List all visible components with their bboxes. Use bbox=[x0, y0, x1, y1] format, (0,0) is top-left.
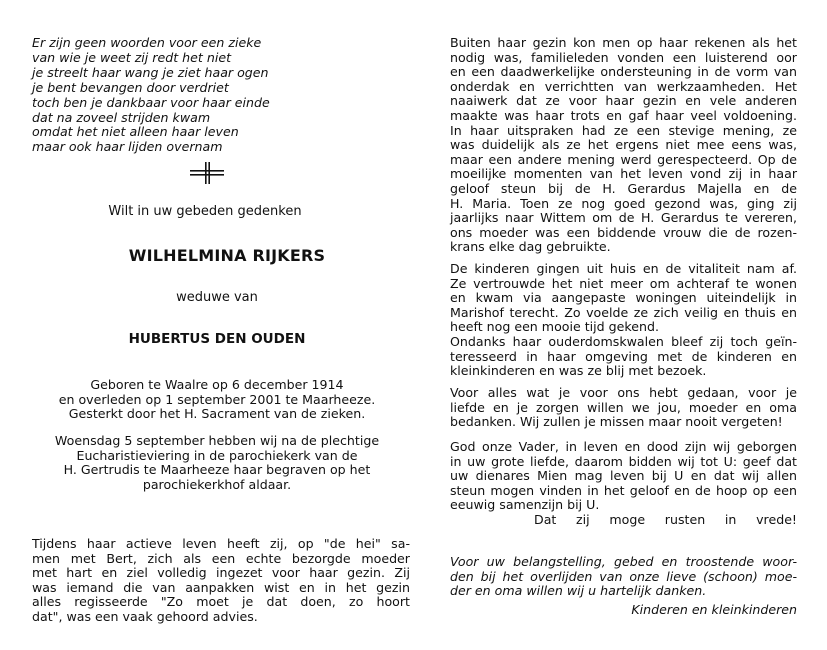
text-line: alles regisseerde "Zo moet je dat doen, zo hoort bbox=[32, 594, 410, 610]
poem-line: dat na zoveel strijden kwam bbox=[32, 109, 211, 125]
text-line: maar een andere mening werd gerespecteerd. Op de bbox=[450, 151, 797, 167]
text-line: was iemand die van aanpakken wist en in het gezin bbox=[32, 579, 410, 595]
text-line: teresseerd in haar omgeving met de kinderen en bbox=[450, 348, 797, 364]
info-line: Woensdag 5 september hebben wij na de plechtige bbox=[54, 433, 380, 448]
thanks-paragraph bbox=[450, 555, 797, 599]
text-line: den bij het overlijden van onze lieve (schoon) moe- bbox=[450, 568, 797, 584]
remembrance-line: Wilt in uw gebeden gedenken bbox=[108, 204, 302, 219]
text-line: der en oma willen wij u hartelijk danken. bbox=[450, 583, 707, 599]
text-line: maakte was haar trots en gaf haar veel voldoening. bbox=[450, 107, 797, 123]
text-line: en een daadwerkelijke ondersteuning in de vorm van bbox=[450, 64, 797, 80]
poem-line: toch ben je dankbaar voor haar einde bbox=[32, 94, 270, 110]
info-line: H. Gertrudis te Maarheeze haar begraven op het bbox=[63, 462, 371, 478]
poem-line: omdat het niet alleen haar leven bbox=[32, 124, 239, 140]
poem-line: je streelt haar wang je ziet haar ogen bbox=[32, 64, 269, 80]
text-line: uw dienares Mien mag leven bij U en dat wij allen bbox=[450, 468, 797, 484]
text-line: moeilijke momenten van het leven vond zij in haar bbox=[450, 166, 797, 182]
text-line: Voor uw belangstelling, gebed en troostende woor- bbox=[450, 554, 797, 569]
text-line: naaiwerk dat ze voor haar gezin en vele anderen bbox=[450, 93, 797, 109]
info-line: Eucharistieviering in de parochiekerk van de bbox=[76, 447, 358, 463]
text-line: Ze vertrouwde het niet meer om achteraf te wonen bbox=[450, 275, 797, 291]
husband-name: HUBERTUS DEN OUDEN bbox=[128, 331, 306, 347]
poem-line: maar ook haar lijden overnam bbox=[32, 139, 223, 155]
text-line: was duidelijk als ze het ergens niet mee eens was, bbox=[450, 137, 797, 153]
text-line: in uw grote liefde, daarom bidden wij tot U: geef dat bbox=[450, 453, 797, 469]
info-line: en overleden op 1 september 2001 te Maarheeze. bbox=[58, 391, 376, 407]
text-line: onderdak en verrichtten van werkzaamheden. Het bbox=[450, 78, 797, 94]
text-line: eeuwig samenzijn bij U. bbox=[450, 497, 600, 513]
funeral-info bbox=[32, 434, 402, 492]
text-line: bedanken. Wij zullen je missen maar nooit vergeten! bbox=[450, 414, 783, 430]
text-line: liefde en je zorgen willen we jou, moeder en oma bbox=[450, 399, 797, 415]
text-line: geloof steun bij de H. Gerardus Majella en de bbox=[450, 180, 797, 196]
text-line: Buiten haar gezin kon men op haar rekenen als het bbox=[450, 35, 797, 50]
text-line: In haar uitspraken had ze een stevige mening, ze bbox=[450, 122, 797, 138]
widow-of-label: weduwe van bbox=[176, 290, 258, 305]
text-line: Voor alles wat je voor ons hebt gedaan, voor je bbox=[450, 385, 797, 400]
text-line: steun mogen vinden in het geloof en de hoop op een bbox=[450, 482, 797, 498]
gratitude-paragraph bbox=[450, 386, 797, 430]
rest-in-peace-line: Dat zij moge rusten in vrede! bbox=[534, 511, 797, 527]
text-line: jaarlijks naar Wittem om de H. Gerardus te vereren, bbox=[450, 210, 797, 226]
text-line: kleinkinderen en was ze blij met bezoek. bbox=[450, 363, 707, 379]
poem bbox=[32, 36, 410, 155]
later-life-paragraph bbox=[450, 262, 797, 379]
text-line: Ondanks haar ouderdomskwalen bleef zij toch geïn- bbox=[450, 333, 797, 349]
info-line: Geboren te Waalre op 6 december 1914 bbox=[90, 377, 344, 392]
poem-line: je bent bevangen door verdriet bbox=[32, 79, 229, 95]
text-line: Marishof terecht. Zo voelde ze zich veilig en thuis en bbox=[450, 304, 797, 320]
info-line: parochiekerkhof aldaar. bbox=[142, 476, 292, 492]
text-line: nodig was, familieleden vonden een luisterend oor bbox=[450, 49, 797, 65]
text-line: met hart en ziel volledig ingezet voor haar gezin. Zij bbox=[32, 565, 410, 581]
text-line: dat", was een vaak gehoord advies. bbox=[32, 608, 258, 624]
prayer-paragraph bbox=[450, 440, 797, 528]
text-line: heeft nog een mooie tijd gekend. bbox=[450, 319, 659, 335]
text-line: De kinderen gingen uit huis en de vitaliteit nam af. bbox=[450, 261, 797, 276]
life-paragraph bbox=[32, 537, 410, 625]
text-line: H. Maria. Toen ze nog goed gezond was, ging zij bbox=[450, 195, 797, 211]
birth-death-info bbox=[32, 378, 402, 422]
community-paragraph bbox=[450, 36, 797, 255]
info-line: Gesterkt door het H. Sacrament van de zieken. bbox=[68, 406, 366, 422]
text-line: men met Bert, zich als een echte bezorgde moeder bbox=[32, 550, 410, 566]
signoff: Kinderen en kleinkinderen bbox=[631, 602, 797, 617]
text-line: Tijdens haar actieve leven heeft zij, op "de hei" sa- bbox=[32, 536, 410, 551]
text-line: ons moeder was een biddende vrouw die de rozen- bbox=[450, 224, 797, 240]
deceased-name: WILHELMINA RIJKERS bbox=[128, 246, 326, 265]
cross-icon bbox=[190, 162, 224, 184]
text-line: God onze Vader, in leven en dood zijn wij geborgen bbox=[450, 439, 797, 454]
poem-line: Er zijn geen woorden voor een zieke bbox=[32, 35, 262, 50]
text-line: krans elke dag gebruikte. bbox=[450, 239, 611, 255]
poem-line: van wie je weet zij redt het niet bbox=[32, 49, 232, 65]
text-line: en kwam via aangepaste woningen uiteindelijk in bbox=[450, 290, 797, 306]
